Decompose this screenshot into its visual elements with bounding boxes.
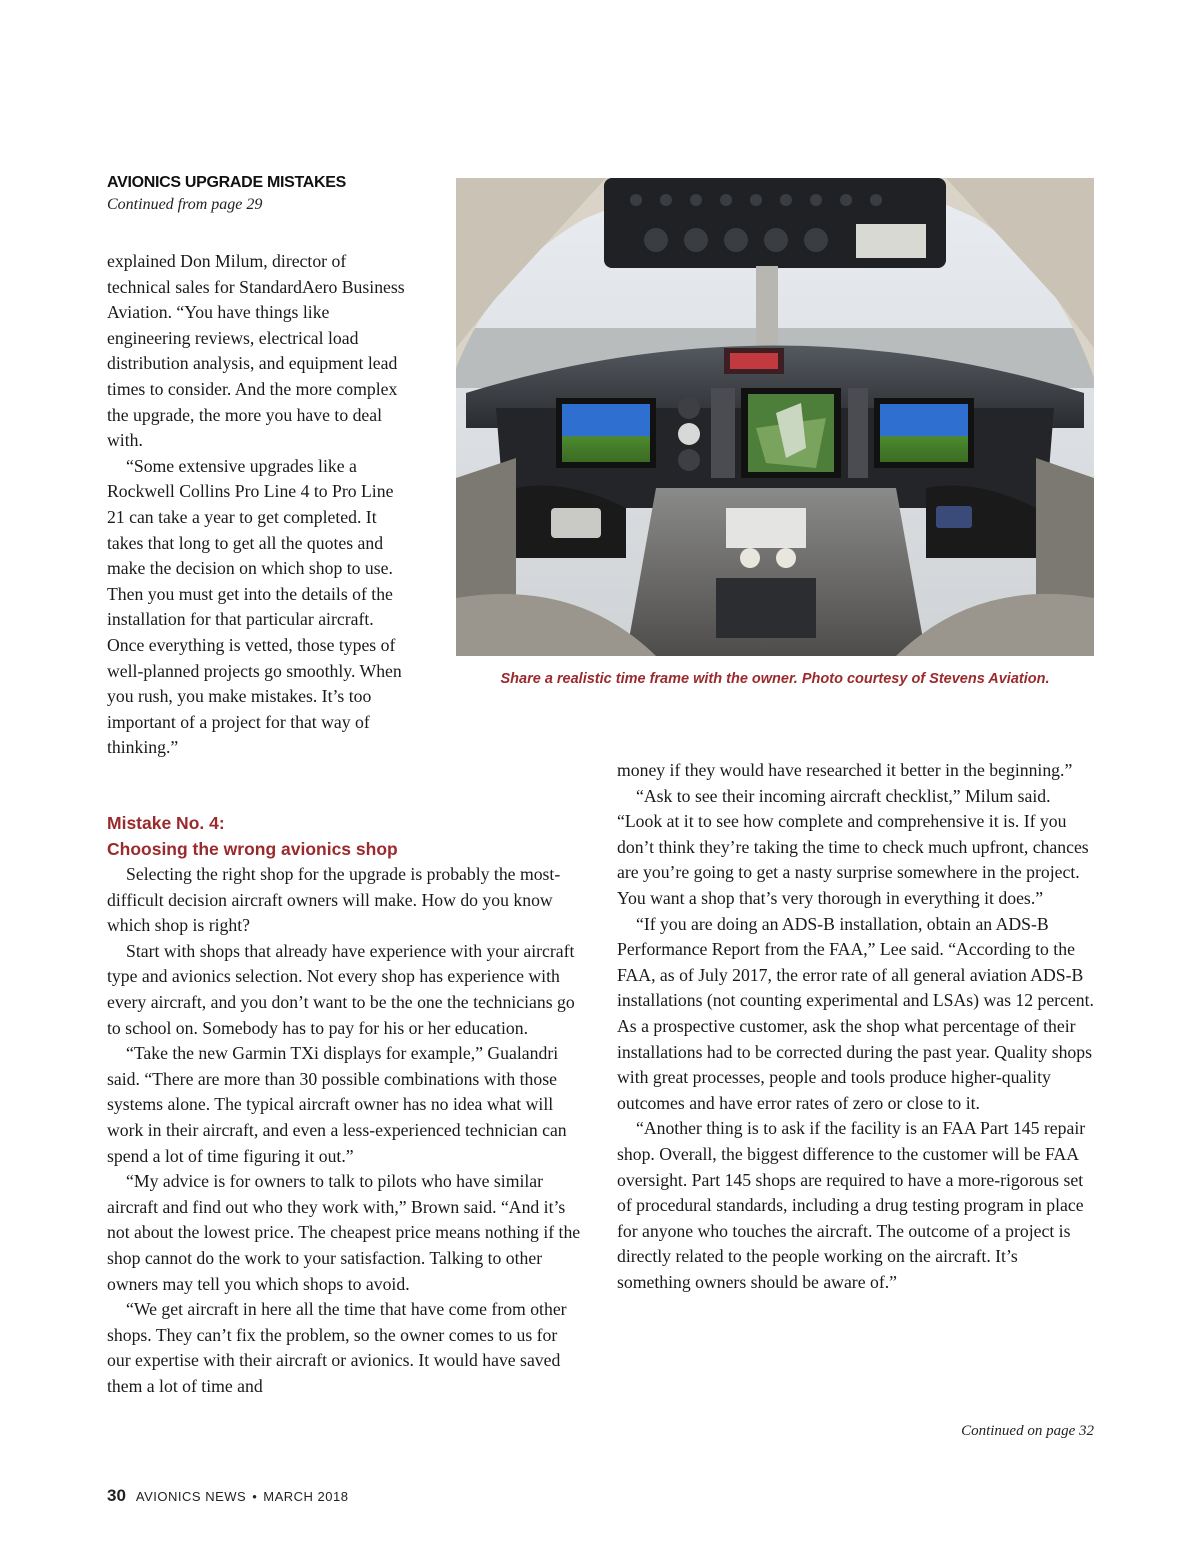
page-footer: [107, 1486, 348, 1506]
publication-name: AVIONICS NEWS: [135, 1489, 247, 1504]
paragraph: “Ask to see their incoming aircraft checklist,” Milum said. “Look at it to see how complete and comprehensive it is. If you don’t think they’re taking the time to check much upfront, chances are you’re going to get a nasty surprise somewhere in the project. You want a shop that’s very thorough in everything it does.”: [617, 785, 1089, 908]
paragraph: Selecting the right shop for the upgrade is probably the most-difficult decision aircraft owners will make. How do you know which shop is right?: [107, 864, 561, 936]
cockpit-photo: [456, 178, 1094, 656]
continued-from-note: Continued from page 29: [107, 196, 263, 213]
continued-on-note: Continued on page 32: [961, 1423, 1094, 1439]
paragraph: “Take the new Garmin TXi displays for example,” Gualandri said. “There are more than 30 possible combinations with those systems alone. The typical aircraft owner has no idea what will work in their aircraft, and even a less-experienced technician can spend a lot of time figuring it out.”: [107, 1043, 567, 1166]
paragraph: “We get aircraft in here all the time that have come from other shops. They can’t fix the problem, so the owner comes to us for our expertise with their aircraft or avionics. It would have saved them a lot of time and: [107, 1299, 567, 1396]
section-heading: Mistake No. 4:: [107, 813, 225, 833]
photo-caption: Share a realistic time frame with the owner. Photo courtesy of Stevens Aviation.: [500, 671, 1050, 687]
issue-date: MARCH 2018: [263, 1489, 349, 1504]
intro-column: [107, 249, 412, 761]
section-kicker: AVIONICS UPGRADE MISTAKES: [107, 174, 347, 191]
left-column: [107, 810, 582, 1399]
paragraph: “My advice is for owners to talk to pilots who have similar aircraft and find out who they work with,” Brown said. “And it’s not about the lowest price. The cheapest price means nothing if the shop cannot do the work to your satisfaction. Talking to other owners may tell you which shops to avoid.: [107, 1171, 581, 1294]
paragraph: “Another thing is to ask if the facility is an FAA Part 145 repair shop. Overall, the biggest difference to the customer will be FAA oversight. Part 145 shops are required to have a more-rigorous set of procedural standards, including a drug testing program in place for anyone who touches the aircraft. The outcome of a project is directly related to the people working on the aircraft. It’s something owners should be aware of.”: [617, 1118, 1086, 1292]
paragraph: explained Don Milum, director of technical sales for StandardAero Business Aviation. “You have things like engineering reviews, electrical load distribution analysis, and equipment lead times to consider. And the more complex the upgrade, the more you have to deal with.: [107, 251, 405, 451]
page-number: 30: [107, 1486, 126, 1505]
paragraph: Start with shops that already have experience with your aircraft type and avionics selection. Not every shop has experience with every aircraft, and you don’t want to be the one the technicians go to school on. Somebody has to pay for his or her education.: [107, 940, 575, 1038]
footer-separator: •: [252, 1489, 258, 1504]
right-column: [617, 758, 1095, 1295]
paragraph: “If you are doing an ADS-B installation, obtain an ADS-B Performance Report from the FAA,” Lee said. “According to the FAA, as of July 2017, the error rate of all general aviation ADS-B installations (not counting experimental and LSAs) was 12 percent. As a prospective customer, ask the shop what percentage of their installations had to be corrected during the past year. Quality shops with great processes, people and tools produce higher-quality outcomes and have error rates of zero or close to it.: [617, 913, 1094, 1113]
section-heading: Choosing the wrong avionics shop: [107, 839, 398, 859]
paragraph: “Some extensive upgrades like a Rockwell Collins Pro Line 4 to Pro Line 21 can take a year to get completed. It takes that long to get all the quotes and make the decision on which shop to use. Then you must get into the details of the installation for that particular aircraft. Once everything is vetted, those types of well-planned projects go smoothly. When you rush, you make mistakes. It’s too important of a project for that way of thinking.”: [107, 455, 402, 758]
paragraph: money if they would have researched it better in the beginning.”: [617, 760, 1073, 780]
